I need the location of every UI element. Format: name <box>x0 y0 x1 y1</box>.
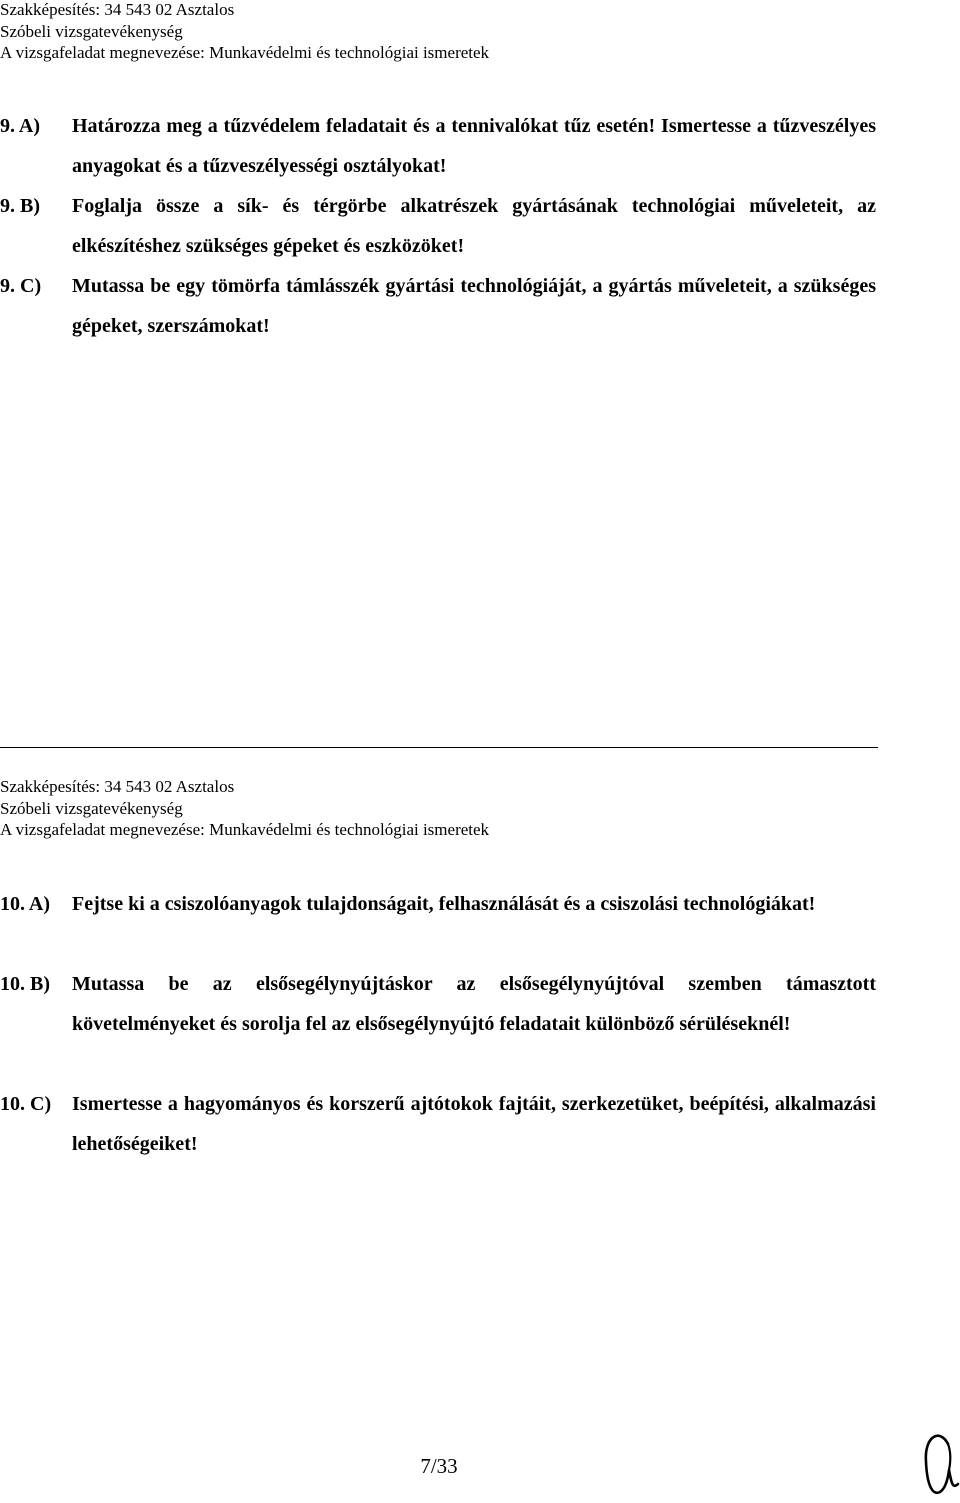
question-text: Mutassa be az elsősegélynyújtáskor az elsősegélynyújtóval szemben támasztott követelményeket és sorolja fel az elsősegélynyújtó feladatait különböző sérüléseknél! <box>72 973 876 1035</box>
question-label: 9. C) <box>0 275 42 297</box>
question-text: Foglalja össze a sík- és térgörbe alkatrészek gyártásának technológiai műveleteit, az elkészítéshez szükséges gépeket és eszközöket! <box>72 195 876 257</box>
question-label: 9. A) <box>0 115 40 137</box>
handwritten-letter-mark-icon <box>918 1426 960 1503</box>
header-exam-activity: Szóbeli vizsgatevékenység <box>0 798 183 818</box>
page-header-top <box>0 0 489 64</box>
question-9c <box>0 266 876 346</box>
question-text: Ismertesse a hagyományos és korszerű ajtótokok fajtáit, szerkezetüket, beépítési, alkalmazási lehetőségeiket! <box>72 1093 876 1155</box>
header-task-name: A vizsgafeladat megnevezése: Munkavédelmi és technológiai ismeretek <box>0 43 490 62</box>
question-10c <box>0 1084 876 1164</box>
question-10b <box>0 964 876 1044</box>
header-task-name: A vizsgafeladat megnevezése: Munkavédelmi és technológiai ismeretek <box>0 820 490 839</box>
page-number: 7/33 <box>420 1454 458 1478</box>
question-label: 9. B) <box>0 195 40 217</box>
question-text: Mutassa be egy tömörfa támlásszék gyártási technológiáját, a gyártás műveleteit, a szükséges gépeket, szerszámokat! <box>72 275 876 337</box>
header-exam-activity: Szóbeli vizsgatevékenység <box>0 21 183 41</box>
question-9a <box>0 106 876 186</box>
header-qualification: Szakképesítés: 34 543 02 Asztalos <box>0 777 235 796</box>
question-label: 10. B) <box>0 973 50 995</box>
question-text: Fejtse ki a csiszolóanyagok tulajdonságait, felhasználását és a csiszolási technológiákat! <box>72 893 816 915</box>
section-divider <box>0 747 878 748</box>
question-label: 10. A) <box>0 893 50 915</box>
question-10a <box>0 884 876 924</box>
page-header-middle <box>0 776 489 841</box>
header-qualification: Szakképesítés: 34 543 02 Asztalos <box>0 0 235 19</box>
question-9b <box>0 186 876 266</box>
question-text: Határozza meg a tűzvédelem feladatait és a tennivalókat tűz esetén! Ismertesse a tűzveszélyes anyagokat és a tűzveszélyességi osztályokat! <box>72 115 876 177</box>
question-label: 10. C) <box>0 1093 52 1115</box>
